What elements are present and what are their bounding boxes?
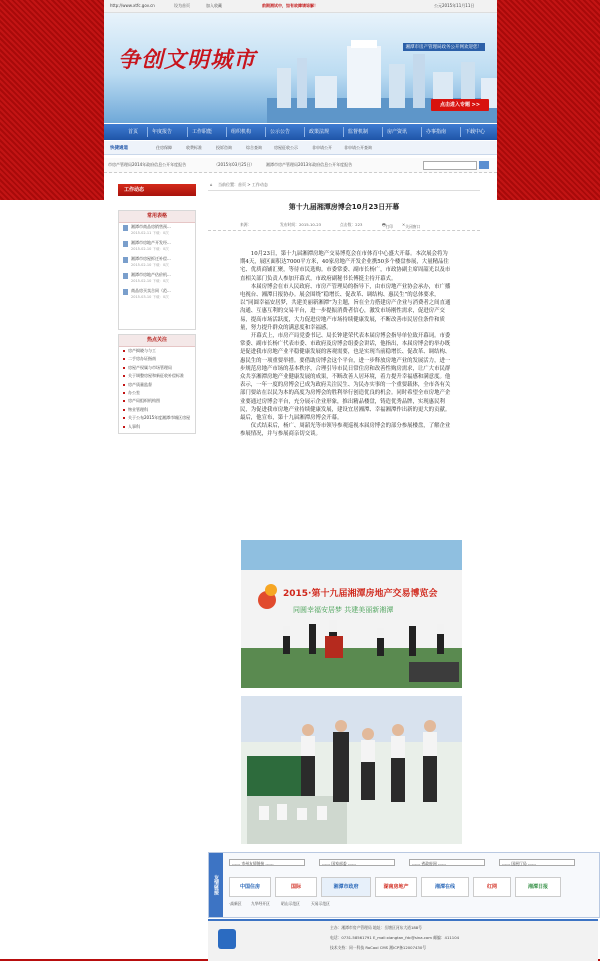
bullet-icon — [123, 384, 125, 386]
quick-link[interactable]: 房屋征收公示 — [274, 145, 298, 150]
quick-link[interactable]: 住房保障 — [156, 145, 172, 150]
bullet-icon — [123, 400, 125, 402]
friend-links-label: 友情链接 — [209, 853, 223, 917]
leaders-visit-photo — [241, 696, 462, 844]
footer-contact: 电话：0731-58561791 E_mail:xiangtan_fdc@sina.com 邮编：411104 — [330, 935, 460, 940]
current-date: 公元2015年11月11日 — [434, 3, 475, 8]
nav-separator — [421, 127, 422, 137]
search-input[interactable] — [423, 161, 477, 170]
text-link[interactable]: ·高新区 — [229, 901, 242, 906]
list-item[interactable]: 房产揭晓与与工 — [119, 347, 195, 355]
quick-link[interactable]: 综合查询 — [246, 145, 262, 150]
top-notice: 前期测试中，如有故障请谅解！ — [262, 3, 318, 8]
partner-logo-link[interactable]: 湖南房地产 — [375, 877, 417, 897]
nav-separator — [187, 127, 188, 137]
bullet-icon — [123, 417, 125, 419]
quick-link[interactable]: 非申请公开查询 — [344, 145, 372, 150]
nav-item-supervision[interactable]: 监督机制 — [348, 129, 369, 135]
province-links-select[interactable]: ------ 省政府网 ------ — [409, 859, 485, 866]
quick-links-bar — [104, 141, 497, 155]
text-link[interactable]: 九华经开区 — [251, 901, 270, 906]
quick-links-label: 快捷通道 — [110, 146, 128, 151]
nav-item-organization[interactable]: 组织机构 — [231, 129, 252, 135]
list-item[interactable]: 物业管理科 — [119, 406, 195, 414]
friend-links-panel — [208, 852, 600, 918]
partner-logo-link[interactable]: 湘潭在线 — [421, 877, 469, 897]
nav-item-home[interactable]: 首页 — [128, 129, 139, 135]
list-item[interactable]: 办公室 — [119, 389, 195, 397]
article-source: 来源： — [240, 222, 252, 227]
bullet-icon — [123, 426, 125, 428]
nav-separator — [460, 127, 461, 137]
bookmark-link[interactable]: 加入收藏 — [206, 3, 222, 8]
bullet-icon — [123, 375, 125, 377]
bullet-icon — [123, 350, 125, 352]
partner-logo-link[interactable]: 红网 — [473, 877, 511, 897]
expo-opening-photo — [241, 540, 462, 688]
footer-tech-support: 技术支持：同一科技 RoCool CMS 湘ICP备12007430号 — [330, 945, 427, 950]
list-item[interactable]: 人事科 — [119, 423, 195, 431]
city-links-select[interactable]: ------ 市州友情链接 ------ — [229, 859, 305, 866]
government-emblem-icon — [218, 929, 236, 949]
list-item[interactable]: 房屋产权属与市场管理局 — [119, 364, 195, 372]
bullet-icon — [123, 367, 125, 369]
news-ticker — [104, 158, 497, 173]
partner-logo-link[interactable]: 湘潭日报 — [515, 877, 561, 897]
bullet-icon — [123, 409, 125, 411]
header-banner — [104, 13, 497, 123]
text-link[interactable]: 天易示范区 — [311, 901, 330, 906]
article-title: 第十九届湘潭房博会10月23日开幕 — [288, 203, 400, 211]
partner-logo-link[interactable]: 中国住房 — [229, 877, 271, 897]
quick-link[interactable]: 投诉咨询 — [216, 145, 232, 150]
hot-topics-title: 热点关注 — [119, 335, 195, 347]
document-icon — [123, 273, 128, 279]
breadcrumb-text[interactable]: 当前位置：首页 > 工作动态 — [218, 182, 268, 187]
document-icon — [123, 257, 128, 263]
article-paragraph: 仪式结束后，杨广、周韶光等市领导参观巡视本届房博会的部分参展楼盘，了解企业参展情况，并与参展商亲切交谈。 — [240, 423, 451, 438]
partner-logo-link[interactable]: 国际 — [275, 877, 317, 897]
nav-separator — [343, 127, 344, 137]
list-item[interactable]: 关于调整房屋和新征收补偿标准 — [119, 372, 195, 380]
nav-separator — [304, 127, 305, 137]
list-item[interactable]: 湘潭市房地产开发经... 2015-02-10 下载：0次 — [119, 239, 195, 255]
nav-separator — [226, 127, 227, 137]
search-button[interactable] — [479, 161, 489, 169]
top-bar — [104, 0, 497, 13]
quick-link[interactable]: 收费标准 — [186, 145, 202, 150]
nav-separator — [265, 127, 266, 137]
footer-host-address: 主办：湘潭市房产管理局 地址：岳塘区河东大道188号 — [330, 925, 422, 930]
bullet-icon — [123, 392, 125, 394]
main-nav — [104, 124, 497, 140]
enter-topic-button[interactable]: 点击进入专题 >> — [431, 99, 489, 111]
banner-welcome-tag: 湘潭市房产管理局政务公开网欢迎您！ — [403, 43, 486, 51]
site-url[interactable]: http://www.xtfc.gov.cn — [110, 3, 155, 8]
expo-banner-title: 2015·第十九届湘潭房地产交易博览会 — [283, 589, 438, 599]
document-icon — [123, 225, 128, 231]
ministry-links-select[interactable]: ------ 国家部委 ------ — [319, 859, 395, 866]
set-home-link[interactable]: 设为首页 — [174, 3, 190, 8]
list-item[interactable]: 关于公布2015年度湘潭市城区房屋 — [119, 414, 195, 422]
nav-item-guide[interactable]: 办事指南 — [426, 129, 447, 135]
article-paragraph: 开幕式上，市房产局党委书记、局长钟建荣代表本届房博会指导单位致开幕词。市委常委、副市长杨广代表市委、市政府及房博会组委会讲话，他指出，本届房博会的举办既是促进我市房地产业平稳健康发展的客观需要，也是实现当前稳增长、促改革、调结构、惠民生的一项重要举措。要借助房博会这个平台，进一步释放房地产业的发展活力，进一步规范房地产市场的基本秩序，合理引导市民日常住房和改善性购房需求，让广大市民群众共享湘潭房地产业健康发展的成果，不断改善人居环境，着力提升幸福感和满意度。他表示，一年一度的房博会已成为政府关注民生、为民办实事的一个重要载体，全市各有关部门要站在以民为本的高度为房博会的胜利举行创造优良的机会。同时希望全市房地产企业要通过房博会平台，充分展示企业形象，推出精品楼盘，铸造优秀品牌，实现惠民利民，为促进我市房地产业持续健康发展，建设宜居湘潭、幸福湘潭作出新的更大的贡献。最后，他宣布，第十九届湘潭房博会开幕。 — [240, 333, 451, 422]
ticker-item[interactable]: 市房产管理局2014年政府信息公开年度报告 — [108, 162, 187, 167]
expo-banner-slogan: 同圆幸福安居梦 共建美丽新湘潭 — [293, 606, 394, 614]
document-icon — [123, 289, 128, 295]
nav-item-downloads[interactable]: 下载中心 — [465, 129, 486, 135]
close-window-button[interactable]: ✕ 关闭窗口 — [402, 222, 421, 229]
page-container — [104, 0, 548, 959]
breadcrumb — [208, 180, 480, 191]
work-news-title: 工作动态 — [118, 184, 196, 196]
list-item[interactable]: 湘潭市房屋拆迁补偿... 2015-02-10 下载：0次 — [119, 255, 195, 271]
nav-separator — [147, 127, 148, 137]
list-item[interactable]: 湘潭市房地产估价机... 2015-02-10 下载：0次 — [119, 271, 195, 287]
nav-item-annual-report[interactable]: 年度报告 — [152, 129, 173, 135]
home-icon: ⌂ — [210, 182, 213, 187]
document-icon — [123, 241, 128, 247]
text-link[interactable]: 昭山示范区 — [281, 901, 300, 906]
nav-item-announcements[interactable]: 公示公告 — [270, 129, 291, 135]
quick-link[interactable]: 非申请公开 — [312, 145, 332, 150]
ticker-item-date: （2015年03月25日） — [214, 162, 255, 167]
article-date: 发布时间：2015-10-23 — [280, 222, 322, 227]
common-forms-box — [118, 210, 196, 330]
list-item[interactable]: 湘潭市商品房销售预... 2015-02-11 下载：0次 — [119, 223, 195, 239]
list-item[interactable]: 房产局组织机构图 — [119, 397, 195, 405]
site-footer — [208, 919, 598, 961]
print-button[interactable]: 🖶 打印 — [382, 222, 394, 229]
article-meta — [208, 220, 480, 231]
article-views: 点击数：223 — [340, 222, 363, 227]
banner-slogan: 争创文明城市 — [118, 47, 257, 73]
nav-item-functions[interactable]: 工作职能 — [192, 129, 213, 135]
list-item[interactable]: 房产质量监督 — [119, 381, 195, 389]
article-body — [240, 250, 451, 439]
hot-topics-box — [118, 334, 196, 434]
nav-item-news[interactable]: 房产资讯 — [387, 129, 408, 135]
article-paragraph: 本届房博会在市人民政府、市房产管理局的指导下，由市房地产业协会承办，市广播电视台、湘潭日报协办。展会围绕“稳增长、促改革、调结构、惠民生”的总体要求，以“同圆幸福安居梦，共建美丽新湘潭”为主题，旨在全力搭建房产企业与消费者之间直通沟通、互惠互利的交易平台，进一步提振消费者信心，激发市场刚性需求，促进房产交易，提高市场活跃度，大力促进房地产市场持续健康发展，不断改善市民居住条件和质量，努力提升群众的满意度和幸福感。 — [240, 283, 451, 331]
ticker-item[interactable]: 湘潭市房产管理局2013年政府信息公开年度报告 — [266, 162, 353, 167]
bureau-links-select[interactable]: ------ 国展厅局 ------ — [499, 859, 575, 866]
nav-separator — [382, 127, 383, 137]
list-item[interactable]: 商品房买卖合同（范... 2015-03-10 下载：0次 — [119, 287, 195, 303]
article-paragraph: 10月23日，第十九届湘潭房地产交易博览会在市体育中心盛大开幕。本次展会将为期4天，展区面积达7000平方米，40家房地产开发企业携50多个楼盘参展，大量精品住宅、优质商铺汇聚，等待市民选购。市委常委、副市长杨广，市政协副主席周韶光以及市直相关部门负责人参加开幕式，市政府副秘书长傅挺主持开幕式。 — [240, 251, 451, 282]
list-item[interactable]: 二手房办证指南 — [119, 355, 195, 363]
partner-logo-link[interactable]: 湘潭市政府 — [321, 877, 371, 897]
nav-item-policies[interactable]: 政策法规 — [309, 129, 330, 135]
common-forms-title: 常用表格 — [119, 211, 195, 223]
bullet-icon — [123, 358, 125, 360]
